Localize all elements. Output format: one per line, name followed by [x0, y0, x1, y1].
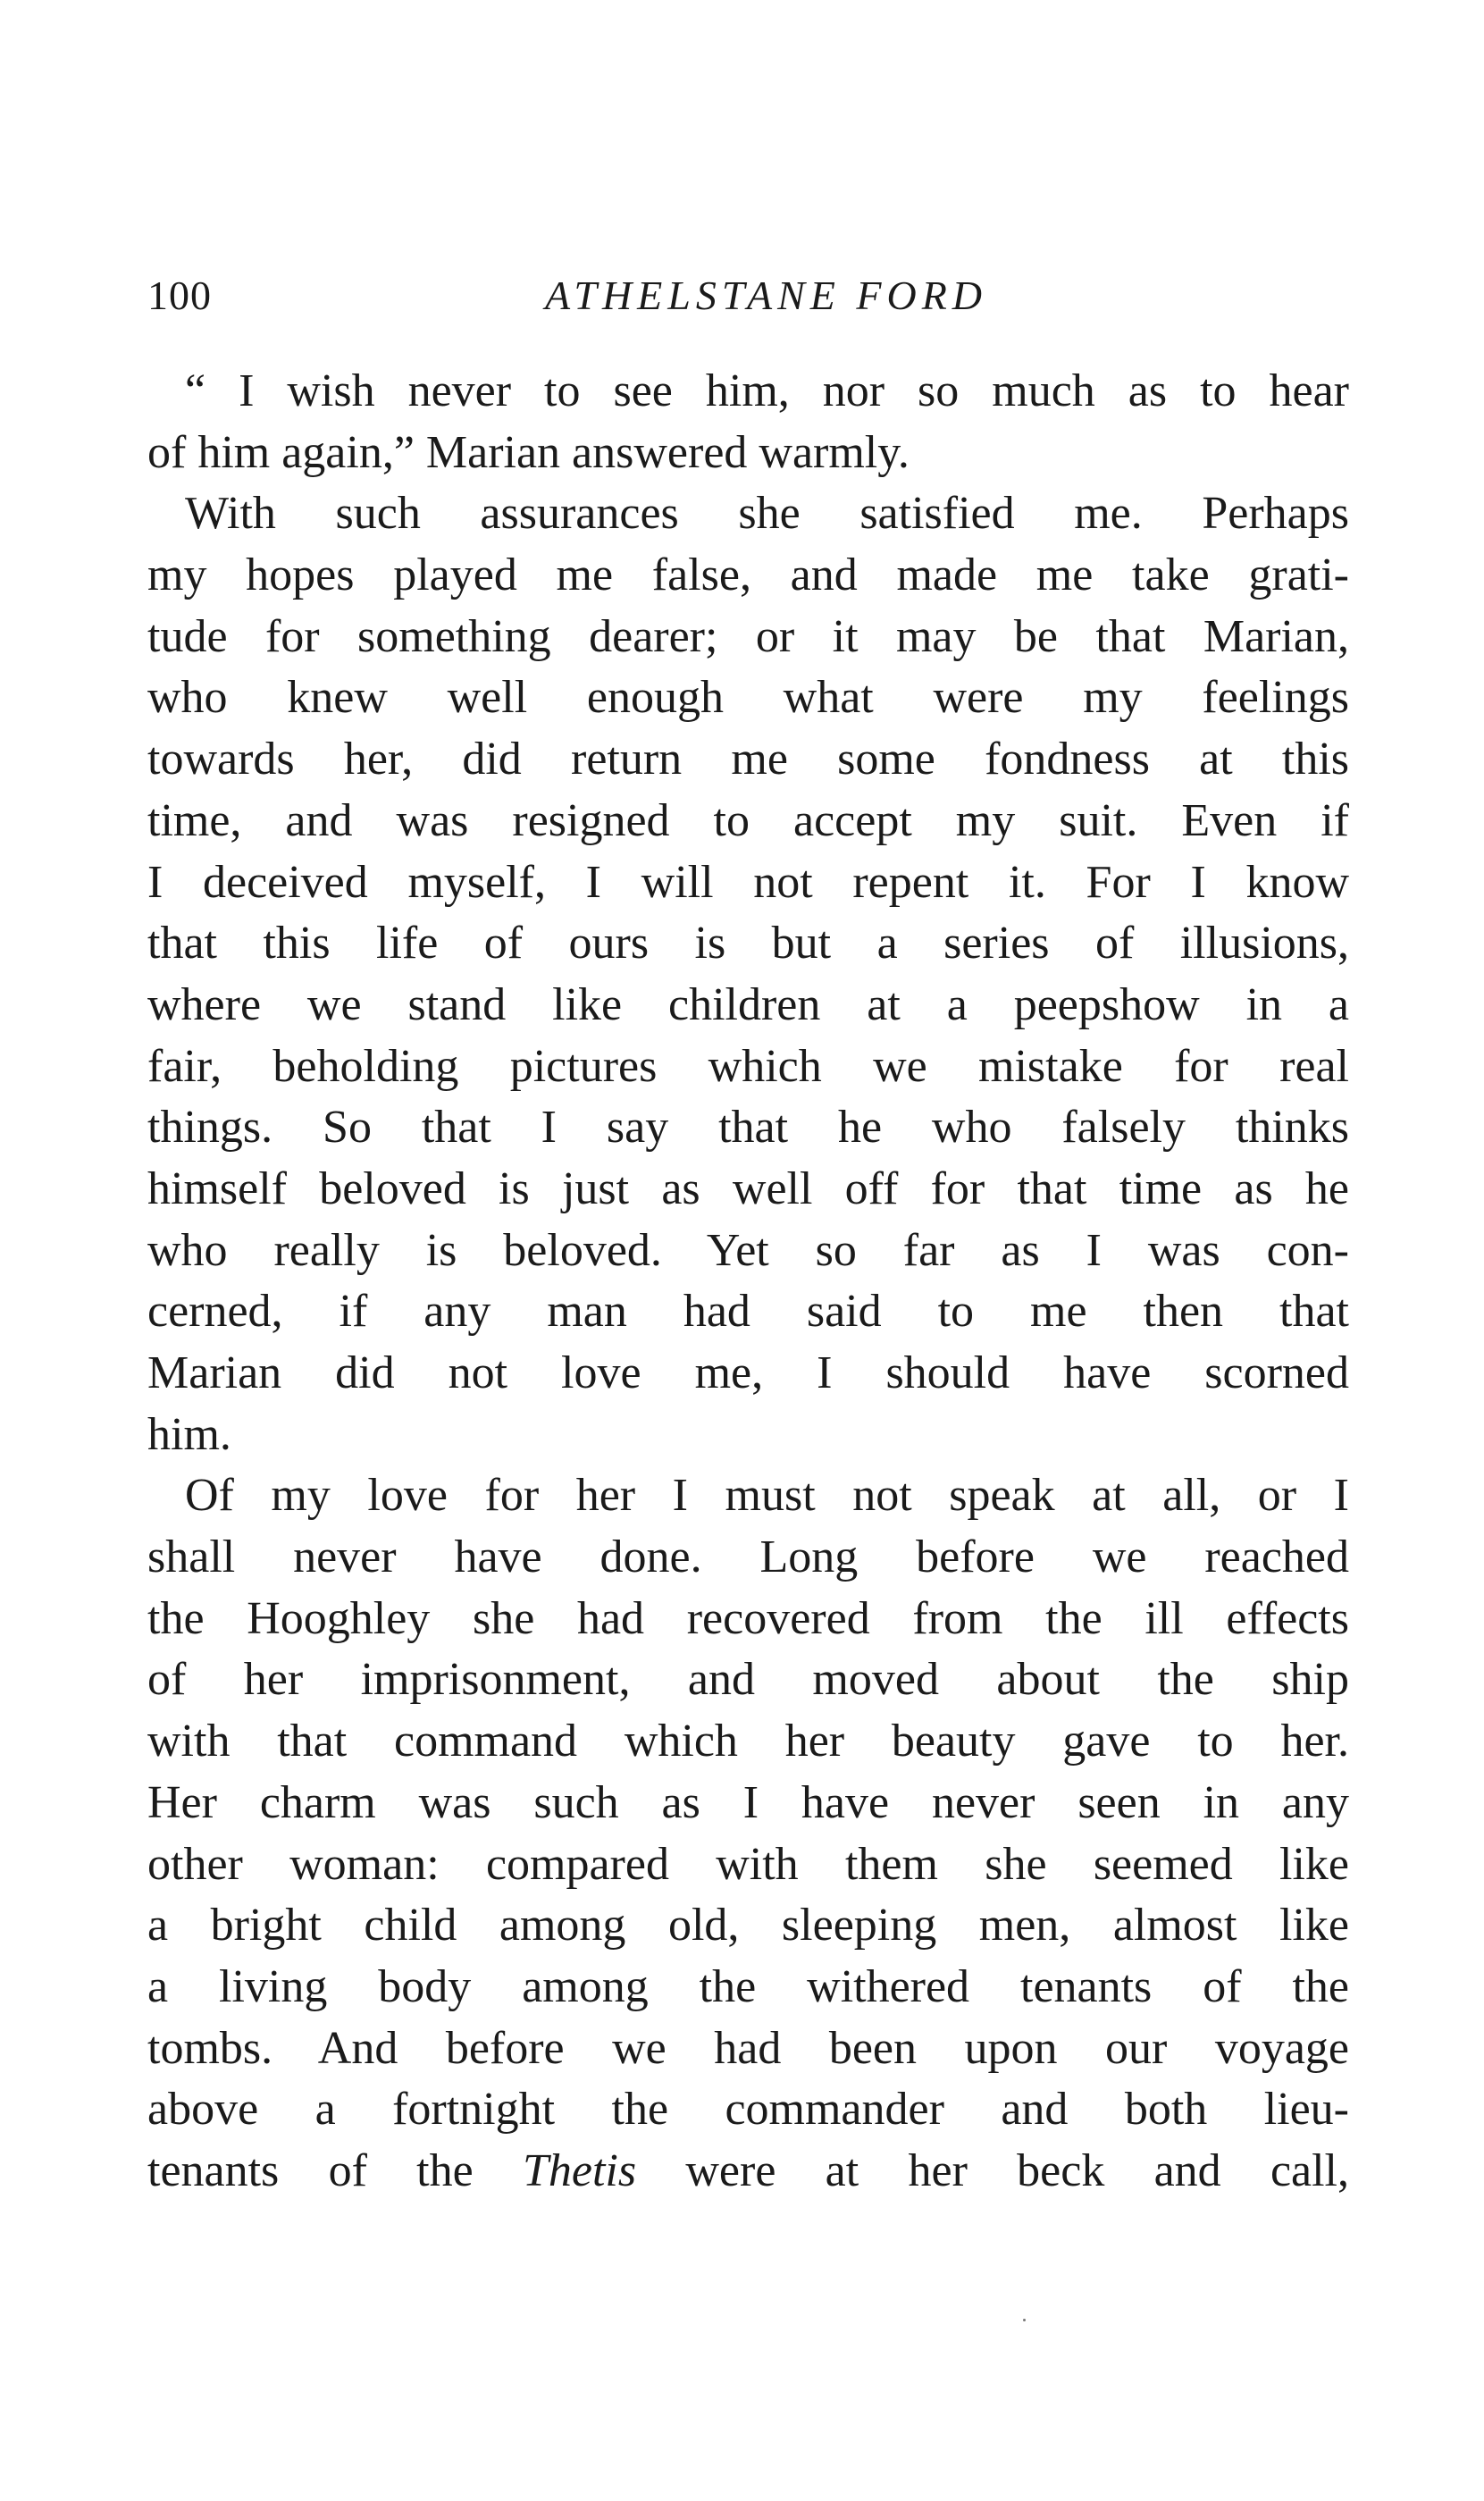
text-line: a living body among the withered tenants of the [147, 1960, 1349, 2012]
text-line: other woman: compared with them she seemed like [147, 1838, 1349, 1890]
text-segment: tenants of the [147, 2144, 523, 2196]
text-line: himself beloved is just as well off for that time as he [147, 1162, 1349, 1214]
text-line: Of my love for her I must not speak at all, or I [185, 1470, 1349, 1522]
text-line: a bright child among old, sleeping men, almost like [147, 1900, 1349, 1951]
text-line: of her imprisonment, and moved about the ship [147, 1654, 1349, 1706]
text-line: things. So that I say that he who falsely thinks [147, 1102, 1349, 1154]
text-line: Marian did not love me, I should have scorned [147, 1347, 1349, 1398]
text-line: towards her, did return me some fondness at this [147, 734, 1349, 785]
page-number: 100 [147, 273, 212, 318]
text-line: shall never have done. Long before we reached [147, 1532, 1349, 1583]
page-header [147, 264, 1349, 327]
text-line: that this life of ours is but a series of illusions, [147, 918, 1349, 969]
text-line: him. [147, 1408, 231, 1460]
ship-name: Thetis [522, 2144, 637, 2196]
text-line: fair, beholding pictures which we mistake for real [147, 1040, 1349, 1092]
text-line: my hopes played me false, and made me take grati- [147, 550, 1349, 601]
text-segment: were at her beck and call, [636, 2144, 1350, 2196]
running-title: ATHELSTANE FORD [544, 273, 988, 318]
text-line: above a fortnight the commander and both lieu- [147, 2084, 1349, 2136]
text-line: cerned, if any man had said to me then that [147, 1286, 1349, 1338]
text-line: who knew well enough what were my feelings [147, 672, 1349, 724]
text-line: of him again,” Marian answered warmly. [147, 426, 910, 478]
text-line: “ I wish never to see him, nor so much as to hear [185, 365, 1349, 416]
text-line: where we stand like children at a peepshow in a [147, 978, 1349, 1030]
text-line: who really is beloved. Yet so far as I was con- [147, 1224, 1349, 1276]
text-line: time, and was resigned to accept my suit. Even if [147, 794, 1349, 846]
paper-speck [1023, 2319, 1026, 2321]
text-line: I deceived myself, I will not repent it. For I know [147, 856, 1349, 908]
text-line: Her charm was such as I have never seen in any [147, 1776, 1349, 1828]
text-line-last [147, 2141, 1349, 2203]
text-line: the Hooghley she had recovered from the ill effects [147, 1592, 1349, 1644]
text-line: With such assurances she satisfied me. Perhaps [185, 488, 1349, 540]
body-text [147, 361, 1349, 2203]
text-line: tude for something dearer; or it may be that Marian, [147, 610, 1349, 662]
text-line: with that command which her beauty gave to her. [147, 1716, 1349, 1767]
text-line: tombs. And before we had been upon our voyage [147, 2022, 1349, 2074]
